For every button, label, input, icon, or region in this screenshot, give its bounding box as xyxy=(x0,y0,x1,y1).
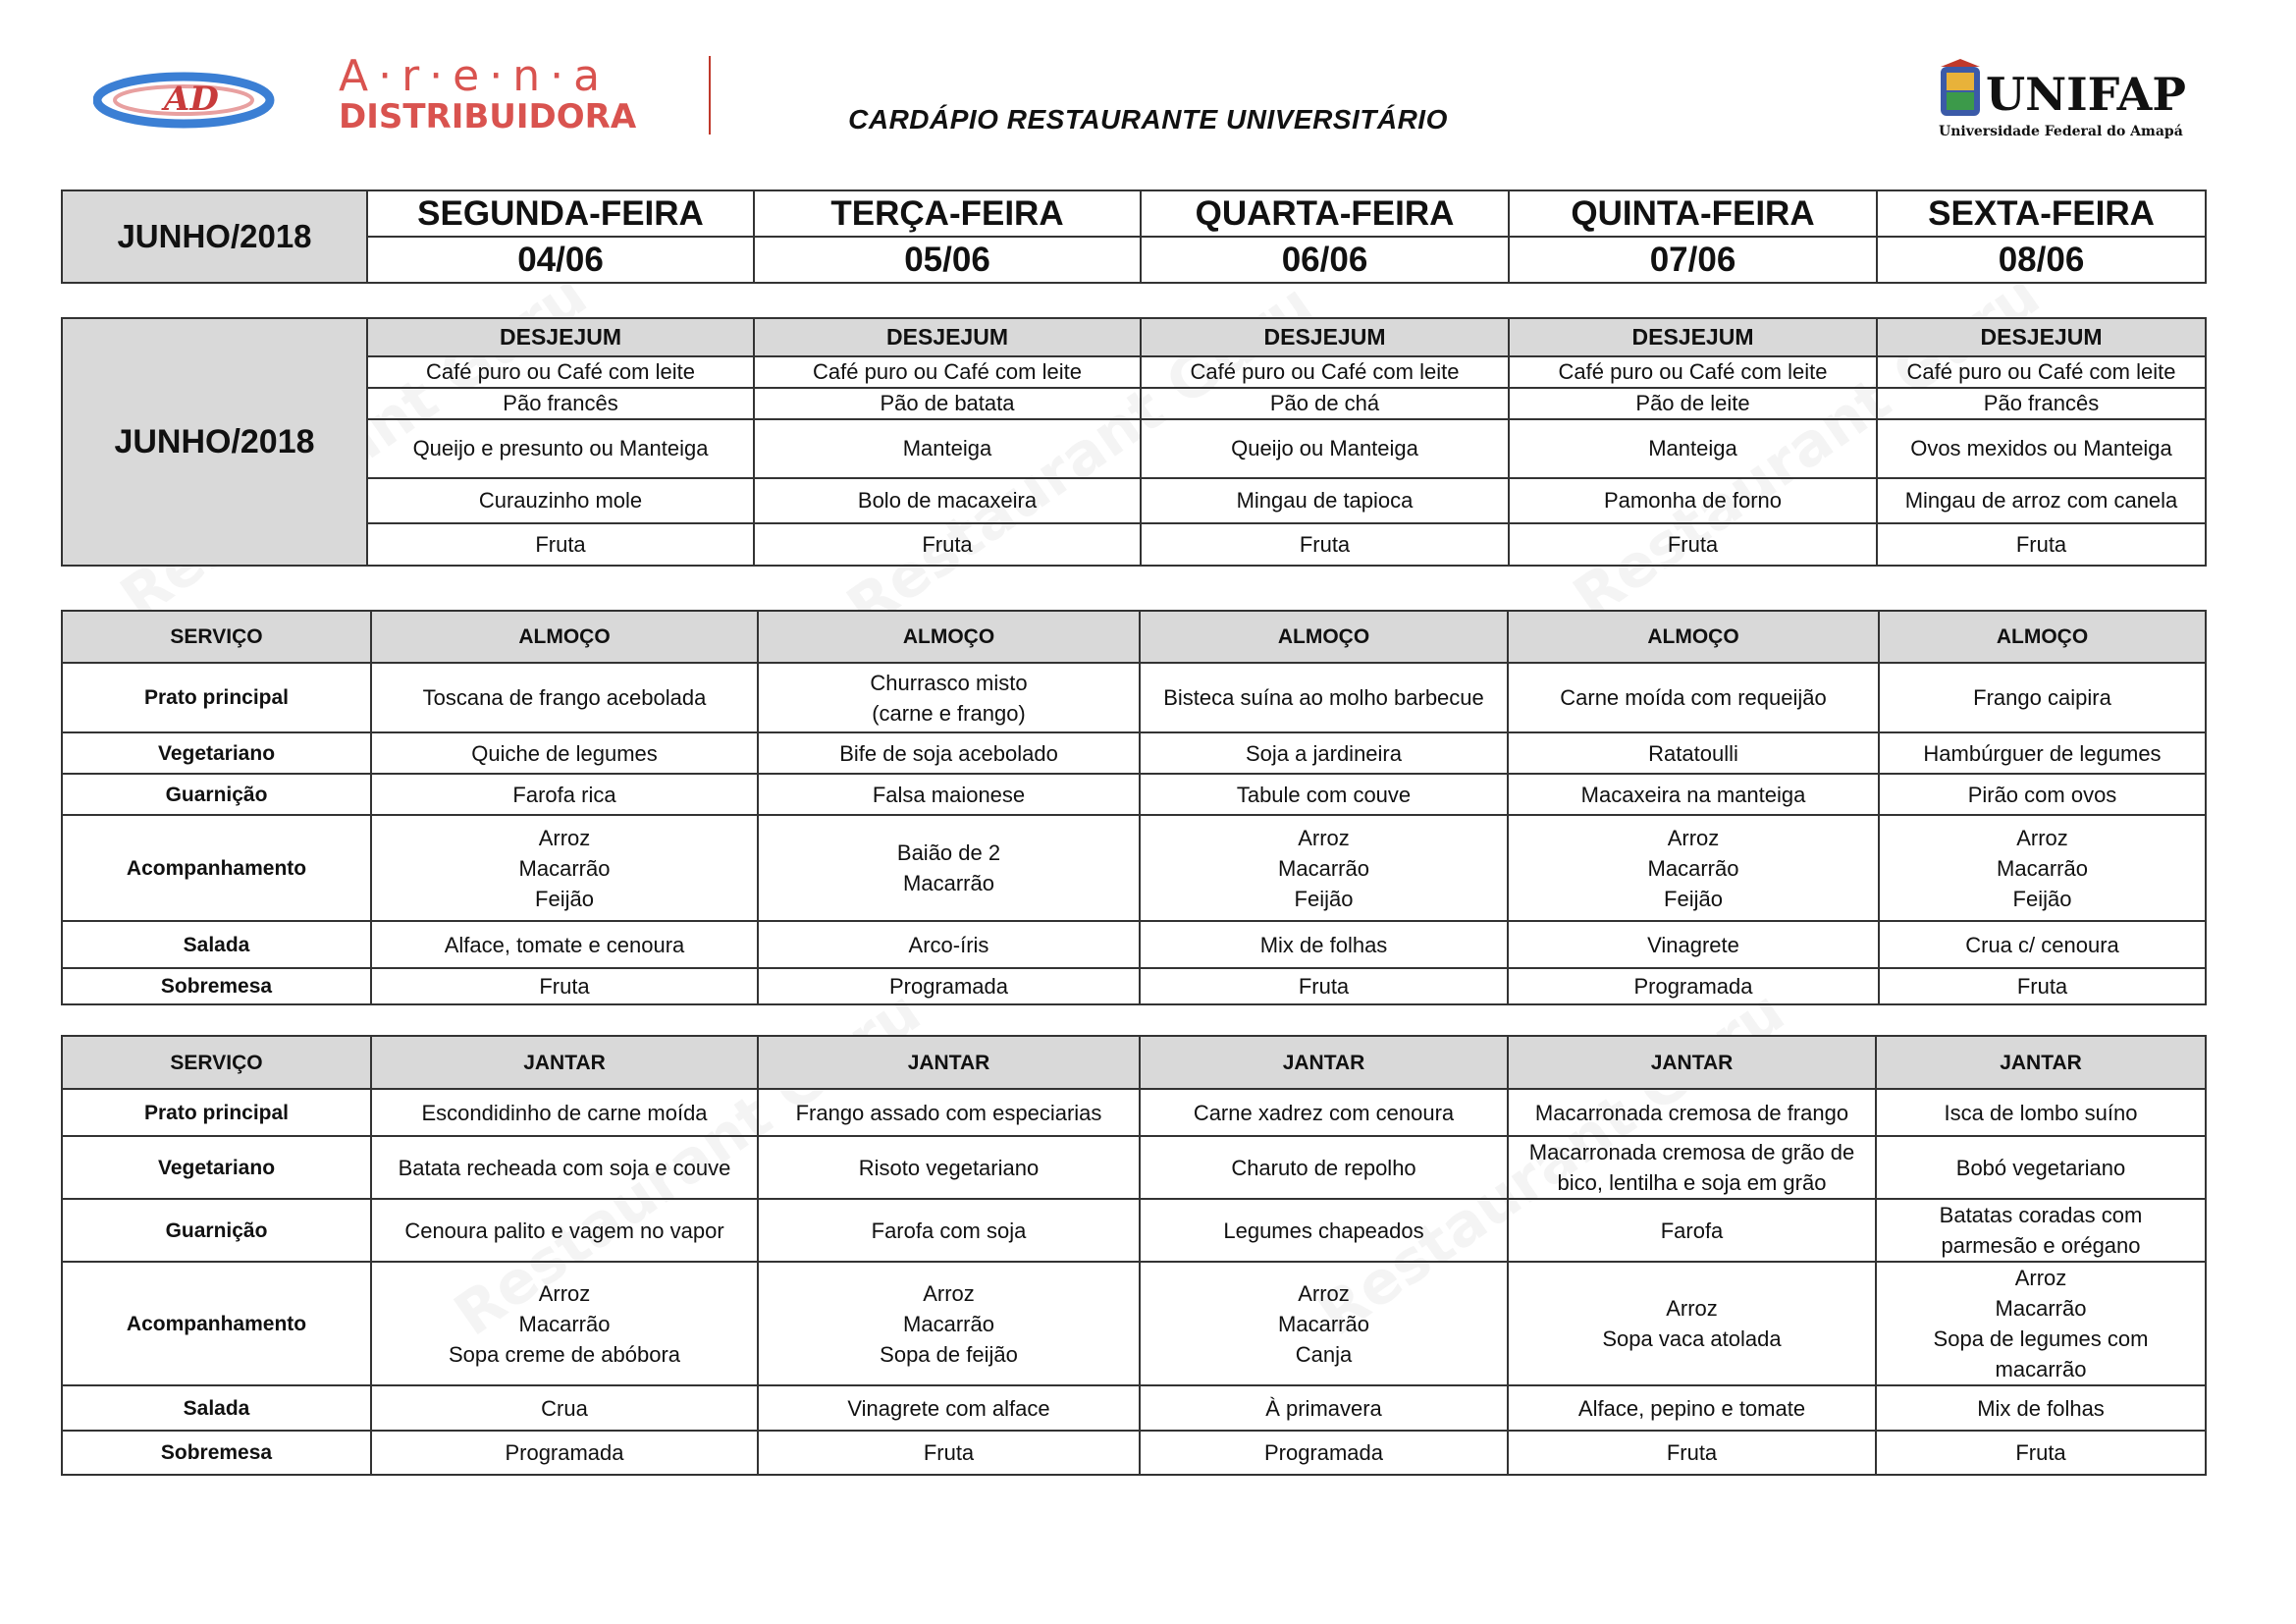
row-label: Salada xyxy=(62,921,371,968)
jantar-cell xyxy=(758,1385,1140,1431)
desjejum-cell: Bolo de macaxeira xyxy=(754,478,1141,523)
jantar-header: JANTAR xyxy=(371,1036,758,1089)
menu-item: Carne xadrez com cenoura xyxy=(1193,1100,1455,1125)
menu-item: Toscana de frango acebolada xyxy=(422,685,707,710)
almoco-header: ALMOÇO xyxy=(1879,611,2206,663)
almoco-cell xyxy=(1508,663,1879,732)
jantar-cell xyxy=(1876,1262,2206,1385)
menu-item: Programada xyxy=(1633,974,1753,999)
almoco-cell xyxy=(1508,774,1879,815)
menu-item: Arroz xyxy=(2014,1266,2067,1290)
menu-item: Pirão com ovos xyxy=(1967,782,2117,807)
menu-item: Bife de soja acebolado xyxy=(839,740,1058,766)
jantar-cell xyxy=(1508,1262,1876,1385)
desjejum-cell: Pamonha de forno xyxy=(1509,478,1877,523)
day-name: QUINTA-FEIRA xyxy=(1509,190,1877,237)
jantar-cell xyxy=(1508,1385,1876,1431)
logo-distribuidora-text: DISTRIBUIDORA xyxy=(339,97,637,136)
menu-item: Arco-íris xyxy=(908,932,989,957)
menu-item: Feijão xyxy=(535,886,594,911)
menu-item: Arroz xyxy=(538,825,591,850)
row-label: Prato principal xyxy=(62,1089,371,1136)
menu-item: Bobó vegetariano xyxy=(1955,1155,2126,1180)
row-label: Sobremesa xyxy=(62,1431,371,1475)
jantar-cell xyxy=(1876,1089,2206,1136)
menu-item: Mix de folhas xyxy=(1977,1395,2105,1421)
menu-item: Escondidinho de carne moída xyxy=(421,1100,708,1125)
jantar-cell xyxy=(371,1089,758,1136)
desjejum-cell: Curauzinho mole xyxy=(367,478,754,523)
menu-item: Ratatoulli xyxy=(1648,740,1738,766)
desjejum-cell: Pão de batata xyxy=(754,388,1141,419)
menu-item: parmesão e orégano xyxy=(1941,1233,2141,1258)
menu-item: Farofa com soja xyxy=(871,1218,1027,1243)
jantar-header: JANTAR xyxy=(1876,1036,2206,1089)
day-date: 05/06 xyxy=(754,237,1141,283)
almoco-table xyxy=(61,610,2207,1005)
desjejum-cell: Fruta xyxy=(1509,523,1877,566)
menu-item: Fruta xyxy=(1298,974,1350,999)
menu-item: Macarrão xyxy=(903,871,994,895)
almoco-cell xyxy=(1508,732,1879,774)
desjejum-cell: Ovos mexidos ou Manteiga xyxy=(1877,419,2206,478)
menu-item: Fruta xyxy=(539,974,590,999)
almoco-cell xyxy=(371,921,758,968)
menu-item: Feijão xyxy=(1664,886,1723,911)
jantar-cell xyxy=(1876,1199,2206,1262)
jantar-cell xyxy=(371,1136,758,1199)
menu-item: Fruta xyxy=(923,1440,975,1465)
menu-item: Macarronada cremosa de frango xyxy=(1534,1100,1849,1125)
menu-item: Macarronada cremosa de grão de xyxy=(1528,1140,1855,1164)
almoco-cell xyxy=(1879,921,2206,968)
menu-item: Vinagrete xyxy=(1647,932,1739,957)
almoco-cell xyxy=(1508,968,1879,1004)
almoco-cell xyxy=(1508,815,1879,921)
almoco-cell xyxy=(1879,663,2206,732)
desjejum-cell: Mingau de tapioca xyxy=(1141,478,1509,523)
page-title: CARDÁPIO RESTAURANTE UNIVERSITÁRIO xyxy=(848,104,1448,135)
almoco-cell xyxy=(758,968,1140,1004)
day-date: 07/06 xyxy=(1509,237,1877,283)
desjejum-header: DESJEJUM xyxy=(754,318,1141,356)
jantar-cell xyxy=(758,1199,1140,1262)
menu-item: Bisteca suína ao molho barbecue xyxy=(1163,685,1484,710)
menu-item: bico, lentilha e soja em grão xyxy=(1557,1170,1827,1195)
menu-item: Macarrão xyxy=(1278,855,1369,881)
desjejum-cell: Pão de chá xyxy=(1141,388,1509,419)
almoco-cell xyxy=(758,774,1140,815)
menu-item: Isca de lombo suíno xyxy=(1944,1100,2138,1125)
menu-item: Tabule com couve xyxy=(1236,782,1412,807)
menu-item: Alface, tomate e cenoura xyxy=(444,932,685,957)
almoco-cell xyxy=(1140,815,1508,921)
jantar-cell xyxy=(1140,1089,1508,1136)
menu-item: Farofa xyxy=(1660,1218,1724,1243)
desjejum-header: DESJEJUM xyxy=(367,318,754,356)
days-header-table xyxy=(61,189,2207,284)
desjejum-header: DESJEJUM xyxy=(1141,318,1509,356)
logo-mark-text: AD xyxy=(164,80,219,119)
menu-item: Batatas coradas com xyxy=(1939,1203,2143,1227)
menu-item: Arroz xyxy=(1666,1296,1718,1321)
jantar-cell xyxy=(1508,1136,1876,1199)
jantar-cell xyxy=(1508,1199,1876,1262)
jantar-cell xyxy=(371,1262,758,1385)
desjejum-header: DESJEJUM xyxy=(1877,318,2206,356)
desjejum-cell: Pão francês xyxy=(1877,388,2206,419)
desjejum-cell: Café puro ou Café com leite xyxy=(1141,356,1509,388)
menu-item: macarrão xyxy=(1995,1357,2087,1381)
menu-item: Fruta xyxy=(1666,1440,1718,1465)
desjejum-cell: Fruta xyxy=(754,523,1141,566)
jantar-cell xyxy=(758,1262,1140,1385)
logo-arena-text: A·r·e·n·a xyxy=(339,51,611,101)
unifap-name: UNIFAP xyxy=(1986,68,2186,121)
jantar-cell xyxy=(1508,1089,1876,1136)
menu-item: Batata recheada com soja e couve xyxy=(398,1155,731,1180)
menu-item: Crua c/ cenoura xyxy=(1965,932,2119,957)
jantar-cell xyxy=(758,1136,1140,1199)
row-label: Guarnição xyxy=(62,1199,371,1262)
almoco-cell xyxy=(371,663,758,732)
menu-item: Macarrão xyxy=(518,1311,611,1336)
jantar-header: JANTAR xyxy=(758,1036,1140,1089)
jantar-table xyxy=(61,1035,2207,1476)
day-name: TERÇA-FEIRA xyxy=(754,190,1141,237)
menu-item: Arroz xyxy=(923,1280,975,1306)
menu-item: Macarrão xyxy=(1995,1296,2087,1321)
almoco-cell xyxy=(1140,774,1508,815)
unifap-logo xyxy=(1939,59,2194,142)
menu-item: À primavera xyxy=(1265,1395,1382,1421)
menu-item: Macarrão xyxy=(1647,855,1739,881)
service-header: SERVIÇO xyxy=(62,611,371,663)
row-label: Prato principal xyxy=(62,663,371,732)
day-name: QUARTA-FEIRA xyxy=(1141,190,1509,237)
menu-item: Programada xyxy=(888,974,1009,999)
menu-item: Macaxeira na manteiga xyxy=(1580,782,1806,807)
menu-item: Macarrão xyxy=(518,855,611,881)
menu-item: Arroz xyxy=(1298,1280,1350,1306)
menu-item: Carne moída com requeijão xyxy=(1560,685,1827,710)
almoco-cell xyxy=(1140,968,1508,1004)
jantar-cell xyxy=(1876,1431,2206,1475)
month-label: JUNHO/2018 xyxy=(62,190,367,283)
menu-item: Fruta xyxy=(2016,974,2068,999)
desjejum-cell: Fruta xyxy=(367,523,754,566)
menu-item: Macarrão xyxy=(903,1311,994,1336)
almoco-cell xyxy=(1879,732,2206,774)
menu-item: Farofa rica xyxy=(512,782,616,807)
almoco-cell xyxy=(758,815,1140,921)
desjejum-table xyxy=(61,317,2207,567)
day-name: SEGUNDA-FEIRA xyxy=(367,190,754,237)
menu-item: Arroz xyxy=(2016,825,2068,850)
jantar-cell xyxy=(1140,1136,1508,1199)
almoco-cell xyxy=(371,732,758,774)
menu-item: Frango caipira xyxy=(1973,685,2111,710)
menu-item: Sopa vaca atolada xyxy=(1602,1326,1782,1351)
desjejum-cell: Queijo ou Manteiga xyxy=(1141,419,1509,478)
almoco-cell xyxy=(758,921,1140,968)
month-label: JUNHO/2018 xyxy=(62,318,367,566)
almoco-header: ALMOÇO xyxy=(1508,611,1879,663)
jantar-cell xyxy=(758,1089,1140,1136)
jantar-cell xyxy=(371,1431,758,1475)
jantar-cell xyxy=(371,1199,758,1262)
menu-item: Arroz xyxy=(1667,825,1720,850)
almoco-cell xyxy=(1879,815,2206,921)
desjejum-cell: Mingau de arroz com canela xyxy=(1877,478,2206,523)
menu-item: Vinagrete com alface xyxy=(847,1395,1050,1421)
desjejum-cell: Fruta xyxy=(1877,523,2206,566)
desjejum-cell: Café puro ou Café com leite xyxy=(1509,356,1877,388)
row-label: Guarnição xyxy=(62,774,371,815)
menu-item: Baião de 2 xyxy=(896,840,1001,865)
row-label: Salada xyxy=(62,1385,371,1431)
jantar-cell xyxy=(1140,1199,1508,1262)
jantar-cell xyxy=(1140,1431,1508,1475)
almoco-cell xyxy=(371,774,758,815)
jantar-header: JANTAR xyxy=(1140,1036,1508,1089)
almoco-cell xyxy=(1879,774,2206,815)
unifap-subtitle: Universidade Federal do Amapá xyxy=(1939,124,2183,139)
desjejum-cell: Café puro ou Café com leite xyxy=(754,356,1141,388)
almoco-cell xyxy=(1879,968,2206,1004)
menu-item: Feijão xyxy=(2012,886,2072,911)
desjejum-cell: Fruta xyxy=(1141,523,1509,566)
row-label: Vegetariano xyxy=(62,732,371,774)
desjejum-header: DESJEJUM xyxy=(1509,318,1877,356)
menu-item: Sopa de legumes com xyxy=(1933,1326,2149,1351)
almoco-cell xyxy=(1140,732,1508,774)
day-date: 04/06 xyxy=(367,237,754,283)
almoco-cell xyxy=(371,815,758,921)
almoco-cell xyxy=(1140,921,1508,968)
jantar-header: JANTAR xyxy=(1508,1036,1876,1089)
menu-item: Crua xyxy=(541,1395,588,1421)
menu-item: Frango assado com especiarias xyxy=(795,1100,1102,1125)
menu-item: Alface, pepino e tomate xyxy=(1577,1395,1806,1421)
menu-item: Canja xyxy=(1295,1341,1353,1367)
menu-item: Programada xyxy=(505,1440,624,1465)
menu-item: Fruta xyxy=(2015,1440,2066,1465)
almoco-cell xyxy=(758,732,1140,774)
almoco-header: ALMOÇO xyxy=(1140,611,1508,663)
almoco-header: ALMOÇO xyxy=(758,611,1140,663)
jantar-cell xyxy=(1876,1385,2206,1431)
day-date: 08/06 xyxy=(1877,237,2206,283)
menu-item: Cenoura palito e vagem no vapor xyxy=(404,1218,724,1243)
menu-item: Feijão xyxy=(1294,886,1354,911)
desjejum-cell: Manteiga xyxy=(754,419,1141,478)
service-header: SERVIÇO xyxy=(62,1036,371,1089)
desjejum-cell: Café puro ou Café com leite xyxy=(1877,356,2206,388)
row-label: Vegetariano xyxy=(62,1136,371,1199)
desjejum-cell: Manteiga xyxy=(1509,419,1877,478)
menu-item: Macarrão xyxy=(1278,1311,1369,1336)
menu-item: Sopa creme de abóbora xyxy=(448,1341,681,1367)
row-label: Acompanhamento xyxy=(62,815,371,921)
jantar-cell xyxy=(758,1431,1140,1475)
menu-item: Mix de folhas xyxy=(1259,932,1388,957)
menu-item: Risoto vegetariano xyxy=(858,1155,1040,1180)
row-label: Acompanhamento xyxy=(62,1262,371,1385)
desjejum-cell: Queijo e presunto ou Manteiga xyxy=(367,419,754,478)
menu-item: Programada xyxy=(1263,1440,1384,1465)
row-label: Sobremesa xyxy=(62,968,371,1004)
menu-item: Arroz xyxy=(1298,825,1350,850)
menu-item: Sopa de feijão xyxy=(880,1341,1018,1367)
almoco-header: ALMOÇO xyxy=(371,611,758,663)
almoco-cell xyxy=(758,663,1140,732)
menu-item: Charuto de repolho xyxy=(1231,1155,1416,1180)
menu-item: Falsa maionese xyxy=(872,782,1026,807)
desjejum-cell: Pão de leite xyxy=(1509,388,1877,419)
day-name: SEXTA-FEIRA xyxy=(1877,190,2206,237)
jantar-cell xyxy=(1508,1431,1876,1475)
menu-item: Arroz xyxy=(538,1280,591,1306)
jantar-cell xyxy=(1140,1385,1508,1431)
jantar-cell xyxy=(1140,1262,1508,1385)
desjejum-cell: Pão francês xyxy=(367,388,754,419)
jantar-cell xyxy=(371,1385,758,1431)
desjejum-cell: Café puro ou Café com leite xyxy=(367,356,754,388)
almoco-cell xyxy=(371,968,758,1004)
menu-item: Macarrão xyxy=(1997,855,2088,881)
almoco-cell xyxy=(1140,663,1508,732)
menu-item: (carne e frango) xyxy=(872,700,1026,726)
menu-item: Soja a jardineira xyxy=(1246,740,1402,766)
day-date: 06/06 xyxy=(1141,237,1509,283)
jantar-cell xyxy=(1876,1136,2206,1199)
almoco-cell xyxy=(1508,921,1879,968)
menu-item: Hambúrguer de legumes xyxy=(1923,740,2162,766)
menu-item: Churrasco misto xyxy=(870,670,1028,695)
menu-item: Legumes chapeados xyxy=(1223,1218,1424,1243)
menu-item: Quiche de legumes xyxy=(471,740,658,766)
